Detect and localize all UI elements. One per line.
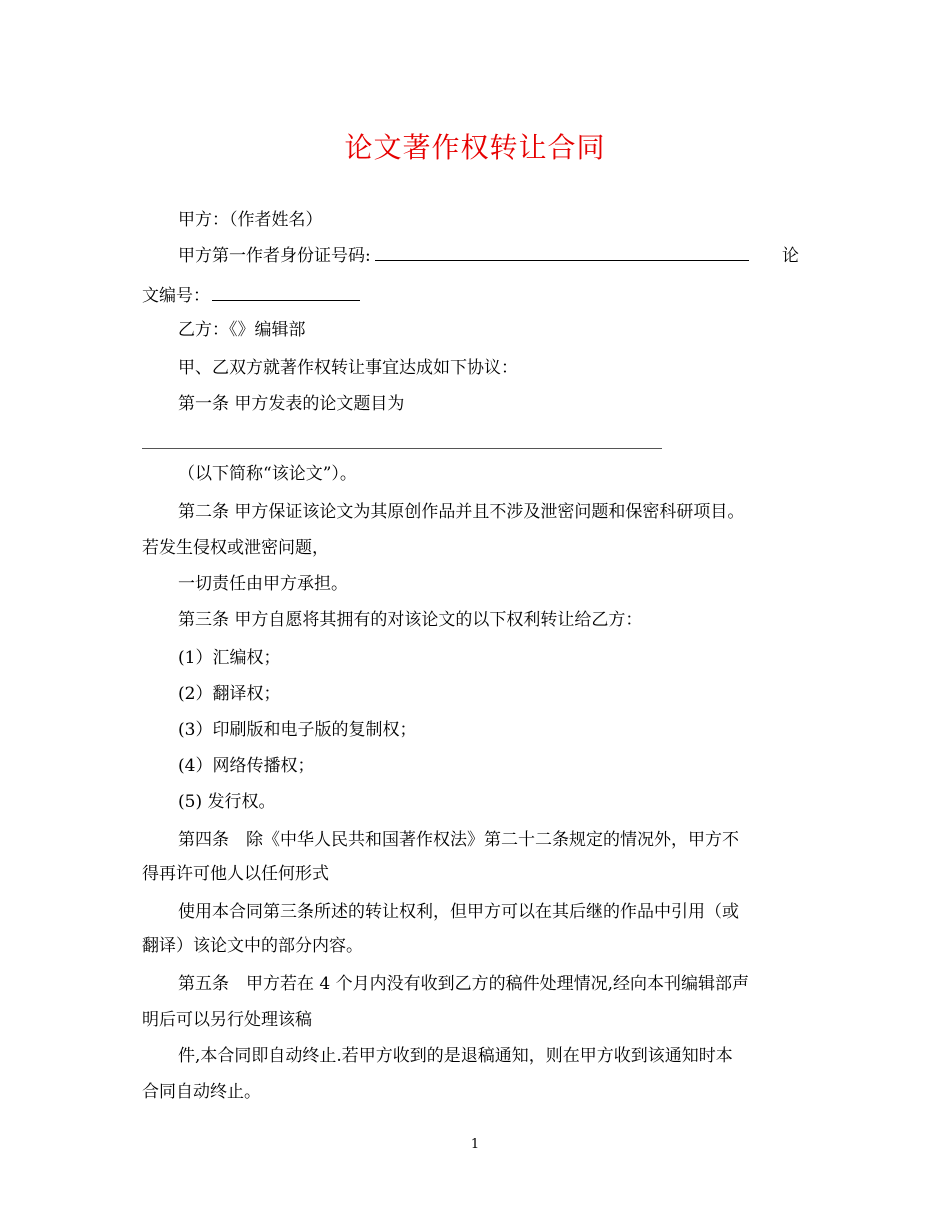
right-item: (4）网络传播权； — [178, 756, 315, 776]
document-title: 论文著作权转让合同 — [344, 131, 606, 164]
page-number: 1 — [470, 1137, 480, 1152]
article-4-line-3: 使用本合同第三条所述的转让权利，但甲方可以在其后继的作品中引用（或 — [178, 902, 739, 922]
id-number-blank[interactable] — [375, 244, 749, 261]
right-item: (2）翻译权； — [178, 684, 281, 704]
paper-title-blank[interactable] — [142, 448, 662, 449]
article-2-line-3: 一切责任由甲方承担。 — [178, 574, 348, 594]
article-5-line-2: 明后可以另行处理该稿 — [142, 1010, 312, 1030]
article-2-line-2: 若发生侵权或泄密问题， — [142, 538, 329, 558]
right-item: (3）印刷版和电子版的复制权； — [178, 720, 417, 740]
agreement-intro: 甲、乙双方就著作权转让事宜达成如下协议： — [178, 358, 518, 378]
right-item: (5) 发行权。 — [178, 792, 276, 812]
id-number-label: 甲方第一作者身份证号码: — [178, 246, 371, 266]
article-4-line-4: 翻译）该论文中的部分内容。 — [142, 936, 363, 956]
article-1: 第一条 甲方发表的论文题目为 — [178, 394, 405, 414]
paper-number-blank[interactable] — [212, 284, 360, 301]
article-2-line-1: 第二条 甲方保证该论文为其原创作品并且不涉及泄密问题和保密科研项目。 — [178, 502, 745, 522]
article-4-line-2: 得再许可他人以任何形式 — [142, 864, 329, 884]
article-5-line-1: 第五条 甲方若在 4 个月内没有收到乙方的稿件处理情况,经向本刊编辑部声 — [178, 974, 750, 994]
paper-number-label: 文编号： — [142, 286, 210, 306]
party-a-line: 甲方：（作者姓名） — [178, 210, 323, 230]
article-3: 第三条 甲方自愿将其拥有的对该论文的以下权利转让给乙方： — [178, 610, 643, 630]
short-name-line: （以下简称“该论文”）。 — [178, 464, 357, 484]
article-5-line-4: 合同自动终止。 — [142, 1082, 261, 1102]
id-number-trailing-text: 论 — [782, 246, 799, 266]
right-item: (1）汇编权； — [178, 648, 281, 668]
party-b-line: 乙方：《》编辑部 — [178, 320, 306, 340]
id-number-line — [178, 243, 749, 269]
article-4-line-1: 第四条 除《中华人民共和国著作权法》第二十二条规定的情况外，甲方不 — [178, 830, 739, 850]
article-5-line-3: 件,本合同即自动终止.若甲方收到的是退稿通知，则在甲方收到该通知时本 — [178, 1046, 733, 1066]
paper-number-line — [142, 283, 360, 309]
